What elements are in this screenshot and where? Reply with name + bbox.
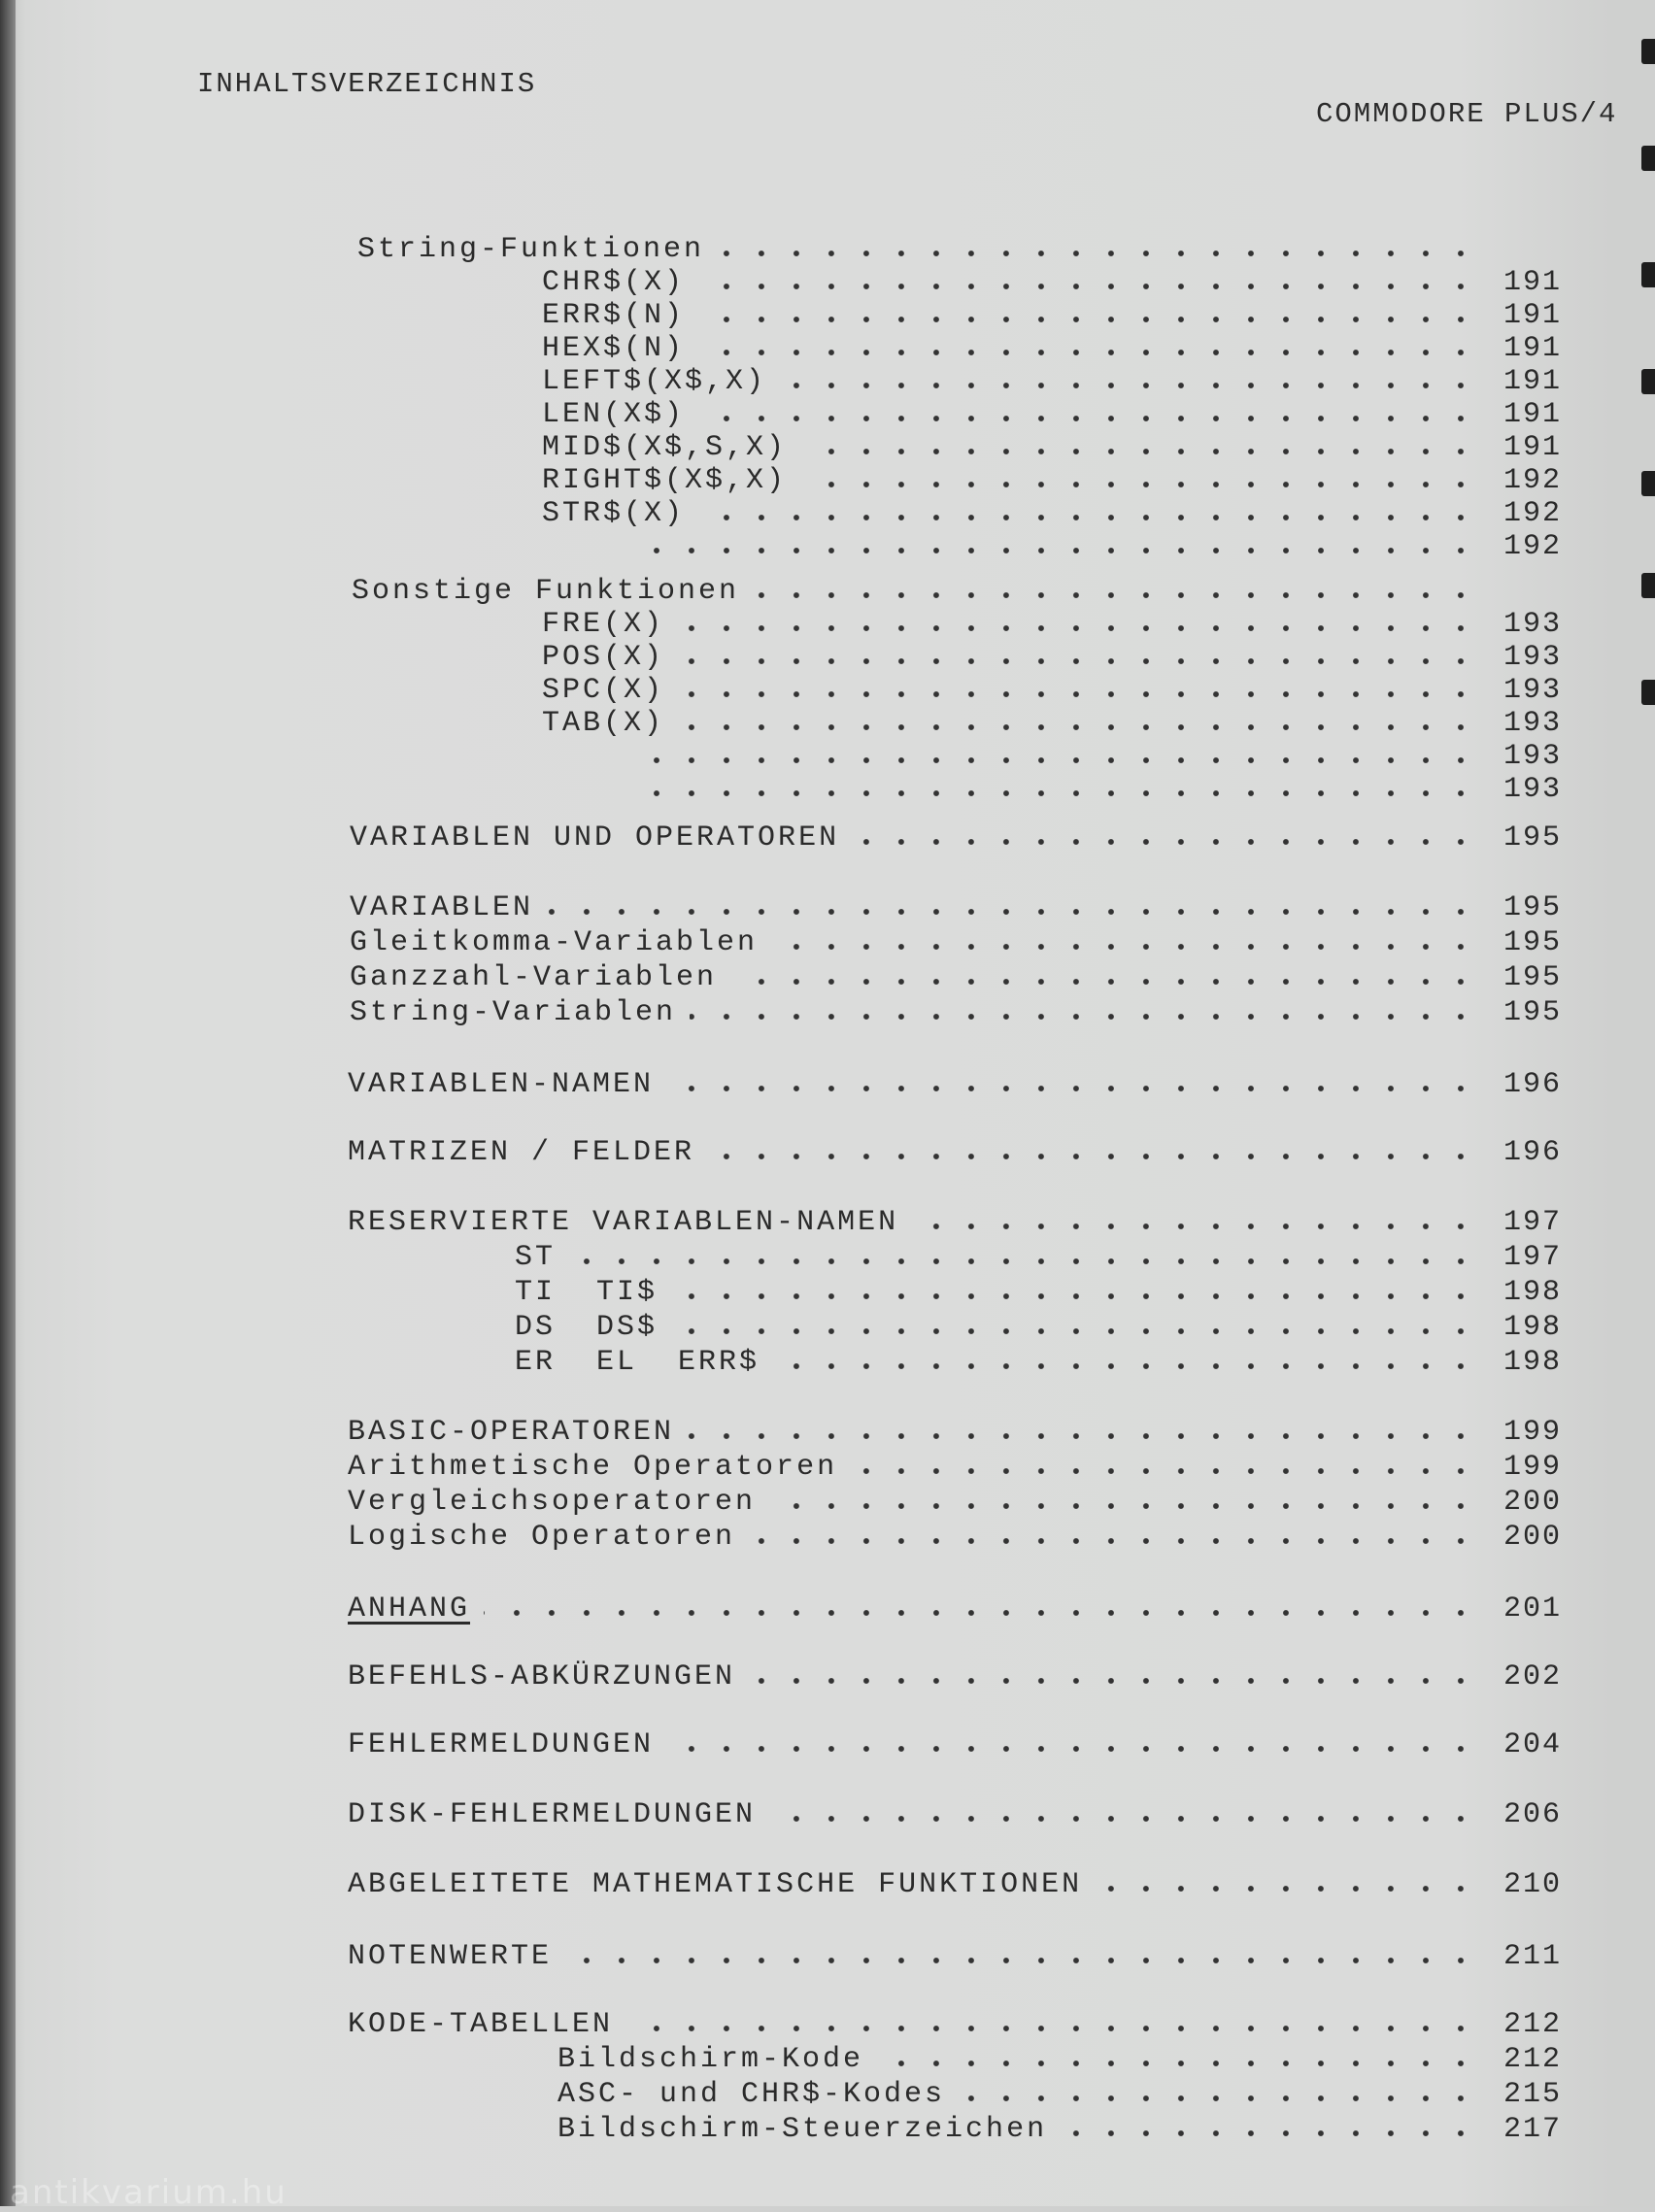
toc-page-number: 206 [1503,1798,1562,1831]
dot-leader [626,2024,1478,2033]
toc-page-number: 197 [1503,1241,1562,1274]
toc-page-number: 193 [1503,707,1562,740]
toc-entry [350,821,1562,856]
dot-leader [959,2094,1478,2103]
dot-leader [678,689,1478,699]
dot-leader [771,942,1478,952]
toc-entry-label: String-Funktionen [357,233,705,266]
toc-entry [542,266,1562,301]
toc-entry [542,332,1562,367]
toc-entry-label: BEFEHLS-ABKÜRZUNGEN [348,1660,736,1693]
toc-entry-label: KODE-TABELLEN [348,2008,614,2041]
dot-leader [912,1222,1478,1231]
dot-leader [769,1814,1478,1824]
toc-entry [350,891,1562,926]
toc-entry-label: String-Variablen [350,996,677,1029]
toc-entry [348,1451,1562,1486]
toc-entry [542,464,1562,499]
dot-leader [565,1956,1478,1965]
toc-page-number: 195 [1503,961,1562,994]
toc-page-number: 191 [1503,431,1562,464]
toc-entry [348,1206,1562,1241]
dot-leader [753,590,1478,600]
toc-entry-label: ERR$(N) [542,299,686,332]
toc-entry-label: LEN(X$) [542,398,686,431]
toc-page-number: 193 [1503,740,1562,773]
toc-entry [557,2113,1562,2148]
toc-entry-label: VARIABLEN-NAMEN [348,1068,655,1101]
dot-leader [698,348,1478,357]
toc-entry-label: HEX$(N) [542,332,686,365]
dot-leader [780,381,1478,390]
toc-entry-label: Ganzzahl-Variablen [350,961,718,994]
toc-entry-label: STR$(X) [542,497,686,530]
dot-leader [773,1361,1478,1371]
toc-page-number: 192 [1503,497,1562,530]
toc-entry-label: FEHLERMELDUNGEN [348,1728,655,1761]
toc-page-number: 195 [1503,821,1562,855]
toc-entry [348,2008,1562,2043]
toc-page-number: 200 [1503,1486,1562,1519]
dot-leader [484,1608,1478,1618]
toc-page-number: 192 [1503,530,1562,563]
dot-leader [749,1676,1478,1686]
toc-entry-label: Arithmetische Operatoren [348,1451,838,1484]
dot-leader [569,1257,1478,1266]
toc-entry [557,2043,1562,2078]
toc-entry [348,1940,1562,1975]
toc-entry-label: BASIC-OPERATOREN [348,1416,675,1449]
toc-entry [515,1241,1562,1276]
toc-page-number: 198 [1503,1276,1562,1309]
toc-entry-label: ASC- und CHR$-Kodes [557,2078,946,2111]
toc-entry-label: DISK-FEHLERMELDUNGEN [348,1798,757,1831]
dot-leader [698,414,1478,423]
toc-entry-label: FRE(X) [542,608,665,641]
dot-leader [671,1326,1478,1336]
dot-leader [800,480,1478,489]
toc-entry-label: TAB(X) [542,707,665,740]
toc-entry-label: VARIABLEN UND OPERATOREN [350,821,840,855]
toc-entry-label: SPC(X) [542,674,665,707]
toc-page-number: 212 [1503,2008,1562,2041]
toc-page-number: 196 [1503,1136,1562,1169]
dot-leader [718,249,1478,258]
toc-entry [515,1346,1562,1381]
toc-page-number: 191 [1503,299,1562,332]
dot-leader [1096,1884,1478,1894]
toc-entry-label: LEFT$(X$,X) [542,365,767,398]
toc-entry-label: Vergleichsoperatoren [348,1486,757,1519]
toc-entry [348,1728,1562,1763]
toc-page-number: 191 [1503,365,1562,398]
toc-entry [542,641,1562,676]
toc-entry [542,299,1562,334]
toc-entry [348,1521,1562,1556]
dot-leader [800,447,1478,456]
toc-page-number: 193 [1503,674,1562,707]
toc-page-number: 198 [1503,1311,1562,1344]
toc-entry-label: VARIABLEN [350,891,534,924]
watermark: antikvarium.hu [10,2173,287,2212]
toc-entry-label: ST [515,1241,557,1274]
toc-entry [515,1276,1562,1311]
toc-page-number: 197 [1503,1206,1562,1239]
toc-entry [542,365,1562,400]
toc-entry-label: MATRIZEN / FELDER [348,1136,695,1169]
toc-entry-label: POS(X) [542,641,665,674]
toc-entry-label: RESERVIERTE VARIABLEN-NAMEN [348,1206,899,1239]
dot-leader [749,1536,1478,1546]
dot-leader [645,755,1478,765]
dot-leader [688,1431,1478,1441]
toc-entry [350,926,1562,961]
section-header: INHALTSVERZEICHNIS [197,68,537,100]
dot-leader [853,837,1478,847]
toc-entry [348,1592,1562,1627]
toc-entry [348,1868,1562,1903]
dot-leader [1061,2128,1478,2138]
toc-page-number: 191 [1503,332,1562,365]
dot-leader [667,1744,1478,1754]
toc-entry [631,773,1562,808]
toc-entry-label: ANHANG [348,1592,471,1625]
toc-entry [542,707,1562,742]
toc-page-number: 195 [1503,996,1562,1029]
toc-entry [542,608,1562,643]
toc-entry-label: Gleitkomma-Variablen [350,926,759,959]
dot-leader [708,1152,1478,1161]
toc-entry [348,1798,1562,1833]
toc-entry [348,1068,1562,1103]
toc-page-number: 202 [1503,1660,1562,1693]
toc-page-number: 201 [1503,1592,1562,1625]
toc-entry [357,233,1562,268]
toc-entry [348,1136,1562,1171]
book-title: COMMODORE PLUS/4 [1316,98,1618,130]
toc-page-number: 215 [1503,2078,1562,2111]
toc-page-number: 211 [1503,1940,1562,1973]
toc-entry [515,1311,1562,1346]
toc-page-number: 212 [1503,2043,1562,2076]
dot-leader [678,623,1478,633]
toc-page-number: 193 [1503,641,1562,674]
toc-entry [631,530,1562,565]
dot-leader [678,722,1478,732]
toc-page-number: 198 [1503,1346,1562,1379]
toc-entry-label: TI TI$ [515,1276,659,1309]
dot-leader [645,546,1478,555]
toc-page-number: 192 [1503,464,1562,497]
dot-leader [698,315,1478,324]
toc-entry-label: RIGHT$(X$,X) [542,464,788,497]
toc-entry-label: ER EL ERR$ [515,1346,760,1379]
toc-page-number: 200 [1503,1521,1562,1554]
toc-entry-label: Bildschirm-Steuerzeichen [557,2113,1048,2146]
toc-entry [352,575,1562,610]
toc-page-number: 204 [1503,1728,1562,1761]
toc-entry-label: Bildschirm-Kode [557,2043,864,2076]
toc-entry-label: DS DS$ [515,1311,659,1344]
toc-entry [350,961,1562,996]
toc-page-number: 191 [1503,266,1562,299]
toc-page-number: 210 [1503,1868,1562,1901]
toc-entry [542,431,1562,466]
dot-leader [698,513,1478,522]
toc-entry [348,1486,1562,1521]
toc-entry [557,2078,1562,2113]
toc-entry [350,996,1562,1031]
dot-leader [678,656,1478,666]
toc-entry-label: Logische Operatoren [348,1521,736,1554]
toc-entry [631,740,1562,775]
dot-leader [690,1012,1478,1022]
toc-page-number: 193 [1503,608,1562,641]
toc-page-number: 191 [1503,398,1562,431]
toc-entry-label: Sonstige Funktionen [352,575,740,608]
toc-entry-label: CHR$(X) [542,266,686,299]
toc-entry [542,497,1562,532]
dot-leader [698,282,1478,291]
toc-entry-label: NOTENWERTE [348,1940,553,1973]
toc-page-number: 195 [1503,891,1562,924]
toc-entry [348,1416,1562,1451]
toc-page-number: 199 [1503,1416,1562,1449]
dot-leader [730,977,1478,987]
dot-leader [671,1291,1478,1301]
dot-leader [877,2059,1478,2068]
toc-entry [348,1660,1562,1695]
toc-entry-label: ABGELEITETE MATHEMATISCHE FUNKTIONEN [348,1868,1083,1901]
toc-page-number: 199 [1503,1451,1562,1484]
toc-entry [542,398,1562,433]
dot-leader [667,1084,1478,1093]
toc-page-number: 217 [1503,2113,1562,2146]
toc-entry [542,674,1562,709]
toc-page-number: 195 [1503,926,1562,959]
toc-page-number: 193 [1503,773,1562,806]
dot-leader [645,788,1478,798]
dot-leader [547,907,1478,917]
toc-entry-label: MID$(X$,S,X) [542,431,788,464]
toc-page-number: 196 [1503,1068,1562,1101]
dot-leader [769,1501,1478,1511]
dot-leader [851,1466,1478,1476]
